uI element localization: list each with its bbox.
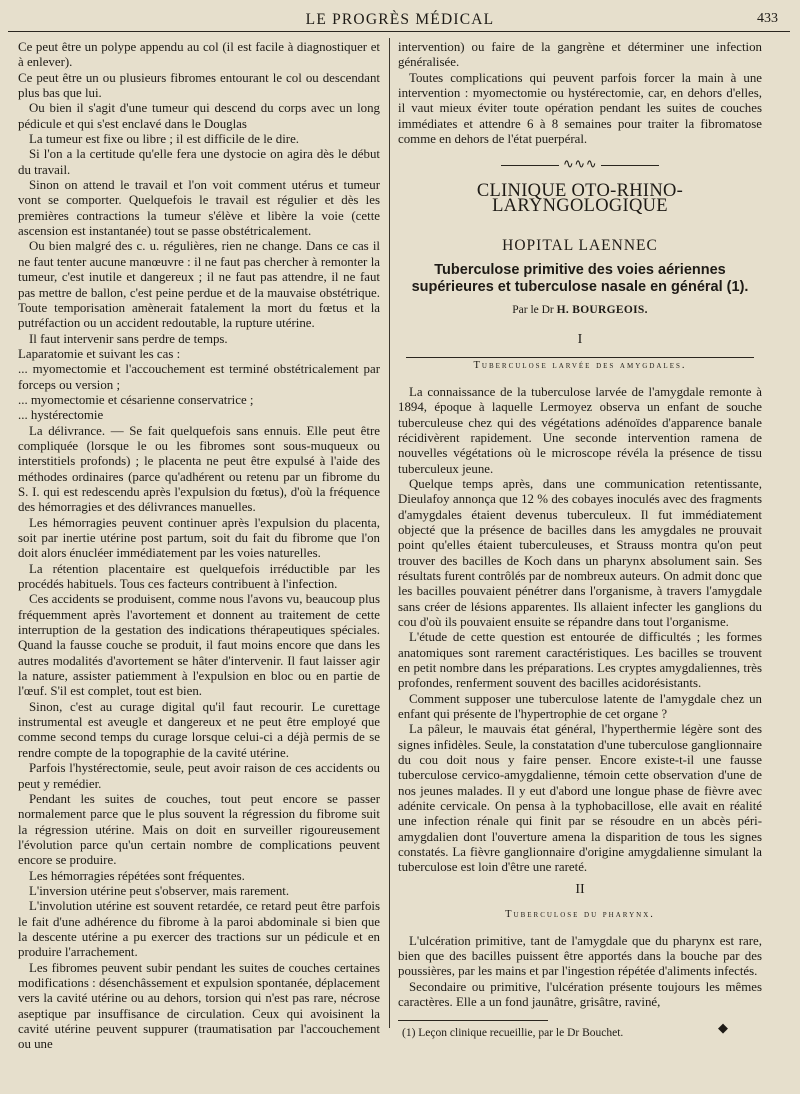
footnote-rule	[398, 1020, 548, 1021]
paragraph: La pâleur, le mauvais état général, l'hyperthermie légère sont des signes infidèles. Seule, la constatation d'une tuberculose ganglionnaire du cou doit nous y faire penser. Encore existe-t-il une fausse tuberculose cervico-amygdalienne, témoin cette observation d'une de nos jeunes malades. Il y eut d'abord une longue phase de fièvre avec adénite cervicale. On pensa à la typhobacillose, elle avait en réalité une infection rénale qui finit par se résoudre en un abcès péri-amygdalien dont l'ouverture amena la disparition de tous les signes constatés. La fièvre ganglionnaire d'origine amygdalienne simulant la tuberculose est loin d'être une rareté.	[398, 722, 762, 875]
paragraph: L'inversion utérine peut s'observer, mais rarement.	[29, 883, 290, 898]
diamond-ornament-icon: ◆	[718, 1020, 728, 1035]
right-column	[398, 40, 762, 1042]
paragraph: Pendant les suites de couches, tout peut encore se passer normalement parce que le plus souvent la régression du fibrome suit la régression utérine. Mais on doit en surveiller rigoureusement l'évolution parce qu'un certain nombre de complications peuvent encore se produire.	[18, 791, 380, 868]
paragraph: Parfois l'hystérectomie, seule, peut avoir raison de ces accidents ou peut y remédier.	[18, 761, 380, 791]
byline-prefix: Par le Dr	[512, 303, 554, 316]
paragraph: La délivrance. — Se fait quelquefois sans ennuis. Elle peut être compliquée (lorsque le ou les fibromes sont sous-muqueux ou interstitiels profonds) ; le placenta ne peut être expulsé à l'aide des méthodes ordinaires (parce qu'adhérent ou retenu par un fibrome du S. I. qui est redescendu après l'expulsion du fœtus), d'où la fréquence des hémorragies et des délivrances manuelles.	[18, 423, 380, 515]
header-rule	[8, 31, 790, 32]
byline-author: H. BOURGEOIS.	[556, 303, 648, 316]
paragraph: La connaissance de la tuberculose larvée de l'amygdale remonte à 1894, époque à laquelle Lermoyez observa un enfant de souche tuberculeuse chez qui des végétations adénoïdes d'apparence banale récidivèrent rapidement. Une seconde intervention ramena de nouvelles végétations où le microscope révéla la présence de tissu tuberculeux jeune.	[398, 384, 762, 476]
paragraph: Les hémorragies répétées sont fréquentes.	[29, 868, 245, 883]
article-title: Tuberculose primitive des voies aériennes supérieures et tuberculose nasale en général (1).	[411, 261, 749, 296]
paragraph: Sinon, c'est au curage digital qu'il faut recourir. Le curettage instrumental est aveugle et dangereux et ne peut être employé que comme second temps du curage lorsque celui-ci a déjà permis de se rendre compte de la topographie de la cavité utérine.	[18, 699, 380, 760]
footnote-ref: (1)	[726, 279, 745, 296]
paragraph: Ce peut être un ou plusieurs fibromes entourant le col ou descendant plus bas que lui.	[18, 70, 380, 101]
left-column	[18, 40, 380, 1053]
paragraph: Les fibromes peuvent subir pendant les suites de couches certaines modifications : désenchâssement et expulsion spontanée, déplacement vers la cavité utérine ou au dehors, torsion qui n'est pas rare, nécrose aseptique par insuffisance de circulation. Ceux qui avoisinent la cavité utérine peuvent suppurer (traumatisation par l'accouchement ou une	[18, 960, 380, 1052]
paragraph: Ce peut être un polype appendu au col (il est facile à diagnostiquer et à enlever).	[18, 40, 380, 70]
section-title: Tuberculose larvée des amygdales.	[473, 360, 687, 372]
paragraph: Laparatomie et suivant les cas :	[18, 346, 181, 361]
paragraph: Si l'on a la certitude qu'elle fera une dystocie on agira dès le début du travail.	[18, 147, 380, 177]
section-number: I	[577, 332, 583, 348]
paragraph: La rétention placentaire est quelquefois irréductible par les procédés habituels. Tous ces facteurs contribuent à l'infection.	[18, 561, 380, 592]
list-item: ... myomectomie et l'accouchement est terminé obstétricalement par forceps ou version ;	[18, 362, 380, 392]
paragraph: Secondaire ou primitive, l'ulcération présente toujours les mêmes caractères. Elle a un fond jaunâtre, grisâtre, raviné,	[398, 979, 762, 1009]
paragraph: L'ulcération primitive, tant de l'amygdale que du pharynx est rare, bien que des bacilles puissent être apportés dans la bouche par des poussières, par les mains et par l'ingestion répétée d'aliments infectés.	[398, 933, 762, 979]
clinique-heading: CLINIQUE OTO-RHINO-LARYNGOLOGIQUE	[476, 180, 684, 217]
article-title-text: Tuberculose primitive des voies aériennes supérieures et tuberculose nasale en général	[411, 261, 726, 296]
list-item: ... myomectomie et césarienne conservatrice ;	[18, 392, 254, 407]
column-divider	[389, 38, 390, 1028]
section-number: II	[575, 881, 585, 897]
paragraph: L'involution utérine est souvent retardée, ce retard peut être parfois le fait d'une adhérence du fibrome à la paroi abdominale si bien que la descente utérine a pu exercer des tractions sur un pédicule et en produire l'arrachement.	[18, 899, 380, 960]
hospital-heading: HOPITAL LAENNEC	[502, 237, 658, 255]
paragraph: Toutes complications qui peuvent parfois forcer la main à une intervention : myomectomie ou hystérectomie, car, en dehors d'elles, il vaut mieux éviter toute opération pendant les suites de couches immédiates et attendre 6 à 8 semaines pour traiter la fibromatose comme en dehors de l'état puerpéral.	[398, 70, 762, 147]
paragraph: Les hémorragies peuvent continuer après l'expulsion du placenta, soit par inertie utérine post partum, soit du fait du fibrome que l'on doit alors énucléer immédiatement par les voies naturelles.	[18, 515, 380, 561]
byline	[398, 303, 762, 318]
list-item: ... hystérectomie	[18, 408, 104, 423]
page-number: 433	[757, 11, 778, 26]
paragraph: intervention) ou faire de la gangrène et déterminer une infection généralisée.	[398, 40, 762, 70]
paragraph: Sinon on attend le travail et l'on voit comment utérus et tumeur vont se comporter. Quelquefois le travail est régulier et dès les premières contractions la tumeur s'élève et libère la voie (cette ascension est instantanée) tout se passe obstétricalement.	[18, 178, 380, 239]
section-title: Tuberculose du pharynx.	[505, 909, 655, 921]
paragraph: L'étude de cette question est entourée de difficultés ; les formes anatomiques sont rarement caractéristiques. Les bacilles se trouvent en petit nombre dans les préparations. Les cryptes amygdaliennes, très profondes, renferment souvent des bacilles acidorésistants.	[398, 630, 762, 691]
paragraph: Quelque temps après, dans une communication retentissante, Dieulafoy annonça que 12 % des cobayes inoculés avec des fragments d'amygdales étaient devenus tuberculeux. Il fut immédiatement objecté que la présence de bacilles dans les amygdales ne prouvait point qu'elles étaient tuberculeuses, et Strauss montra qu'on peut trouver des bacilles de Koch dans un pharynx absolument sain. Ses résultats furent contrôlés par de nombreux auteurs. On admit donc que les bacilles pouvaient pénétrer dans l'organisme, à travers l'amygdale sans créer de lésions apparentes. Ils allaient infecter les ganglions du cou d'où ils pouvaient ensuite se répandre dans tout l'organisme.	[398, 476, 762, 629]
paragraph: La tumeur est fixe ou libre ; il est difficile de le dire.	[29, 132, 300, 147]
journal-title: LE PROGRÈS MÉDICAL	[305, 11, 495, 28]
paragraph: Comment supposer une tuberculose latente de l'amygdale chez un enfant qui présente de l'hypertrophie de cet organe ?	[398, 691, 762, 722]
paragraph: Ces accidents se produisent, comme nous l'avons vu, beaucoup plus fréquemment après l'avortement et donnent au traitement de cette interruption de la gestation des indications thérapeutiques spéciales. Quand la fausse couche se produit, il faut moins encore que dans les autres modalités d'avortement se hâter d'intervenir. Il faut laisser agir la nature, assister patiemment à l'expulsion en bloc ou en partie de l'œuf. S'il est complet, tout est bien.	[18, 592, 380, 699]
running-header	[0, 0, 800, 36]
footnote: (1) Leçon clinique recueillie, par le Dr Bouchet.	[402, 1027, 624, 1040]
paragraph: Ou bien malgré des c. u. régulières, rien ne change. Dans ce cas il ne faut tenter aucune manœuvre : il ne faut pas chercher à remonter la tumeur, c'est inutile et dangereux ; il ne faut pas attendre, il ne faut pas mettre de ballon, c'est peine perdue et de la mauvaise obstétrique. Toute temporisation amènerait fatalement la mort du fœtus et la putréfaction ou un accident redoutable, la rupture utérine.	[18, 239, 380, 331]
paragraph: Ou bien il s'agit d'une tumeur qui descend du corps avec un long pédicule et qui s'est enclavé dans le Douglas	[18, 101, 380, 131]
paragraph: Il faut intervenir sans perdre de temps.	[29, 331, 228, 346]
section-ornament: ∿∿∿	[398, 156, 762, 171]
